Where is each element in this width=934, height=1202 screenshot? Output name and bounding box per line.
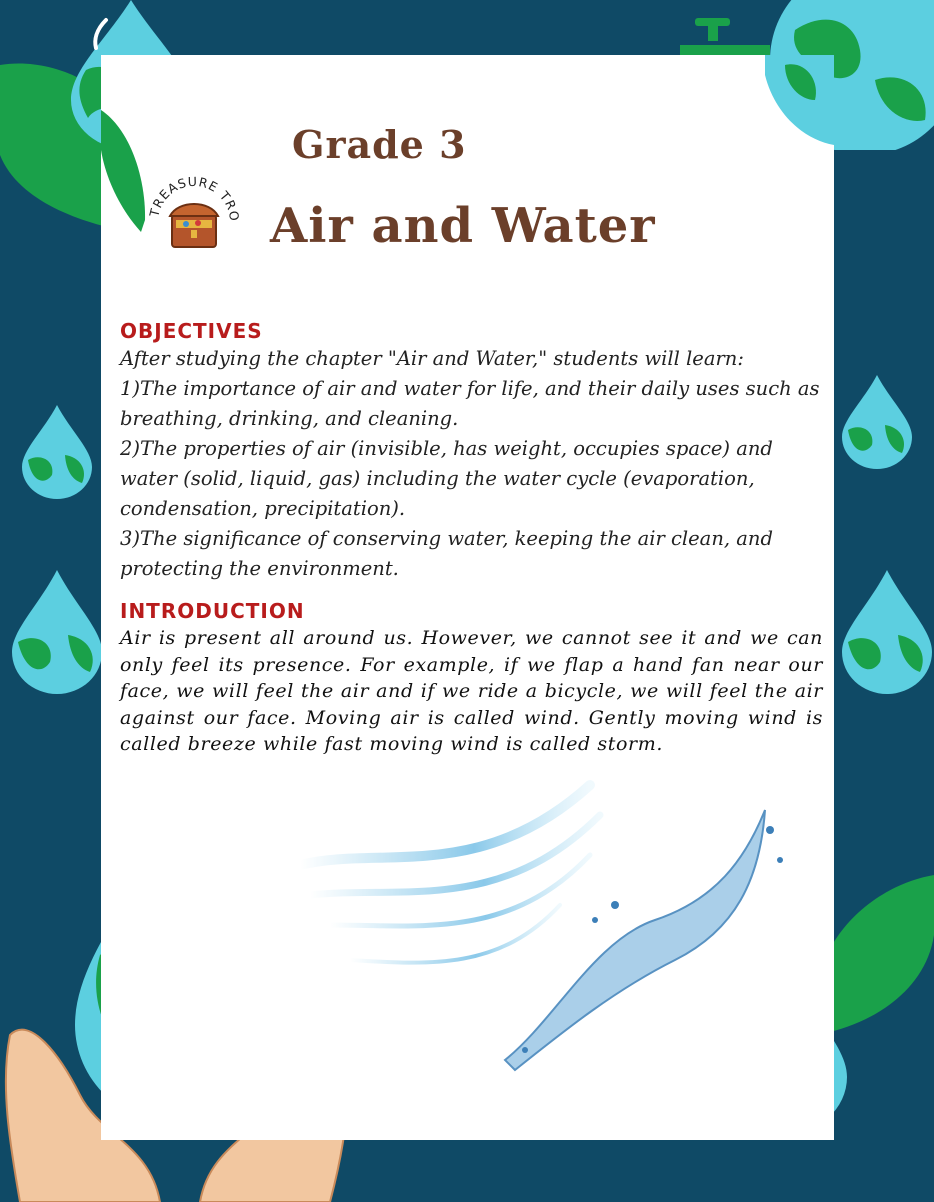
drop-globe-right-1 — [840, 375, 915, 470]
leaf-overlay-top-left — [101, 110, 151, 235]
treasure-trove-logo — [148, 160, 240, 255]
globe-overlay-right — [765, 55, 834, 145]
objective-item: 3)The significance of conserving water, keeping the air clean, and protecting the environment. — [120, 527, 773, 580]
chapter-title: Air and Water — [270, 198, 656, 254]
introduction-heading: INTRODUCTION — [120, 599, 305, 623]
drop-globe-left-2 — [10, 570, 105, 695]
logo-text: TREASURE TR — [148, 173, 240, 219]
objectives-body — [120, 344, 825, 584]
objectives-intro: After studying the chapter "Air and Water," students will learn: — [120, 347, 744, 370]
objective-item: 2)The properties of air (invisible, has weight, occupies space) and water (solid, liquid, gas) including the water cycle (evaporation, condensation, precipitation). — [120, 437, 773, 520]
water-splash-illustration — [495, 800, 795, 1080]
drop-globe-right-2 — [840, 570, 934, 695]
grade-title: Grade 3 — [292, 122, 467, 167]
objective-item: 1)The importance of air and water for life, and their daily uses such as breathing, drinking, and cleaning. — [120, 377, 820, 430]
introduction-body: Air is present all around us. However, we cannot see it and we can only feel its presence. For example, if we flap a hand fan near our face, we will feel the air and if we ride a bicycle, we will feel the air against our face. Moving air is called wind. Gently moving wind is called breeze while fast moving wind is called storm. — [120, 627, 823, 755]
drop-globe-left-1 — [20, 405, 95, 500]
objectives-heading: OBJECTIVES — [120, 319, 263, 343]
